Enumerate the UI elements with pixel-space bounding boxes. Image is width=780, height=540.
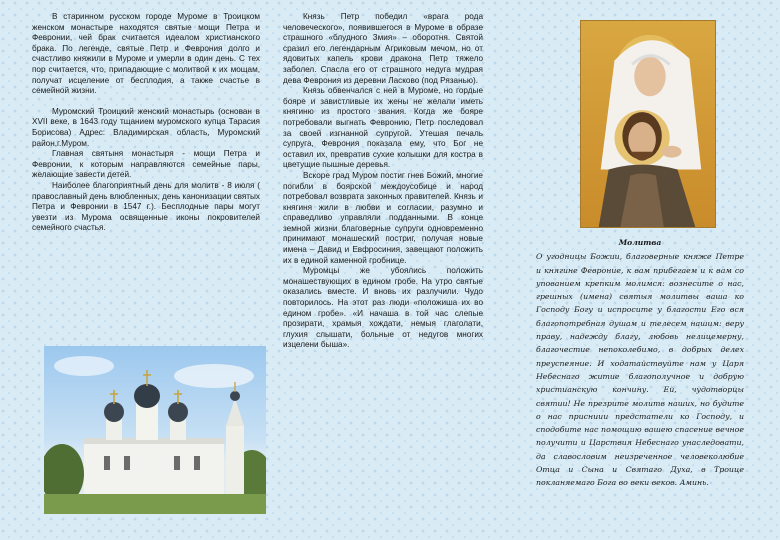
monastery-photo [44,346,266,514]
middle-text-column [283,12,483,351]
monastery-info-paragraph: Муромский Троицкий женский монастырь (основан в XVII веке, в 1643 году тщанием муромского купца Тарасия Борисова) Адрес: Владимирская область, Муромский район,г.Муром. [32,106,260,148]
miracle-paragraph: Муромцы же убоялись положить монашествующих в едином гробе. На утро святые оказались вместе. И вновь их разлучили. Чудо повторилось. На этот раз люди «положиша их во едином гробе». «И начаша в той час слепые прозирати, храмыя хождати, немыя глаголати, глухия слышати, больные от недугов многих изцелени быша». [283,266,483,350]
prayer-block [536,236,744,490]
saints-icon-image [580,20,716,228]
left-text-column [32,12,260,234]
prayer-day-paragraph: Наиболее благоприятный день для молитв - 8 июля ( православный день влюбленных, день канонизации святых Петра и Февронии в 1547 г.). Бесплодные пары могут увезти из Мурома освященные иконы покровителей семейного счастья. [32,180,260,233]
intro-paragraph: В старинном русском городе Муроме в Троицком женском монастыре находятся святые мощи Петра и Февронии, чей брак считается идеалом христианского брака. По легенде, святые Петр и Феврония долго и счастливо княжили в Муроме и умерли в один день. С тех пор считается, что, припадающие с молитвой к их мощам, получат исцеление от бесплодия, а также счастье в семейной жизни. [32,12,260,96]
prayer-title: Молитва [618,238,662,247]
legend-paragraph: Князь Петр победил «врага рода человеческого», появившегося в Муроме в образе страшного «блудного Змия» – оборотня. Святой сразил его легендарным Агриковым мечом, но от ядовитых капель крови дракона Петр тяжело заболел. Спасла его от страшного недуга мудрая дева Феврония из деревни Ласково (под Рязанью). [283,12,483,85]
prayer-text: О угодницы Божии, благоверные княже Петре и княгине Февроние, к вам прибегаем и к вам со упованием крепким молимся: вознесите о нас, грешных (имена) святыя молитвы ваша ко Господу Богу и испросите у благости Его вся благопотребная душам и телесем нашим: веру праву, надежду благу, любовь нелицемерну, благочестие непоколебимо, в добрых делех преуспеяние. И ходатайствуйте нам у Царя Небеснаго житие благополучное и добрую христианскую кончину. Ей, чудотворцы святии! Не презрите молитв наших, но будите о нас присниии предстатели ко Господу, и сподобите нас помощию вашею спасение вечное получити и Царствия Небеснаго унаследовати, да славословим неизреченное человеколюбие Отца и Сына и Святаго Духа, в Троице покланяемаго Бога во веки веков. Аминь. [536,252,744,488]
relics-paragraph: Главная святыня монастыря - мощи Петра и Февронии, к которым направляются семейные пары, желающие завести детей. [32,149,260,180]
marriage-paragraph: Князь обвенчался с ней в Муроме, но гордые бояре и завистливые их жены не желали иметь княгиню из простого звания. Когда же бояре потребовали выгнать Февронию, Петр последовал за своей изгнанной супругой. Утешая печаль супруга, Феврония показала ему, что Бог не оставил их, превратив сухие колышки для костра в цветущие пышные деревья. [283,86,483,170]
return-paragraph: Вскоре град Муром постиг гнев Божий, многие погибли в боярской междоусобице и народ потребовал возврата законных правителей. Князь и княгиня жили в любви и согласии, разумно и справедливо управляли подданными. В конце земной жизни благоверные супруги одновременно принимают монашеский постриг, получая новые имена – Давид и Евфросиния, завещают положить их в единой каменной гробнице. [283,170,483,265]
